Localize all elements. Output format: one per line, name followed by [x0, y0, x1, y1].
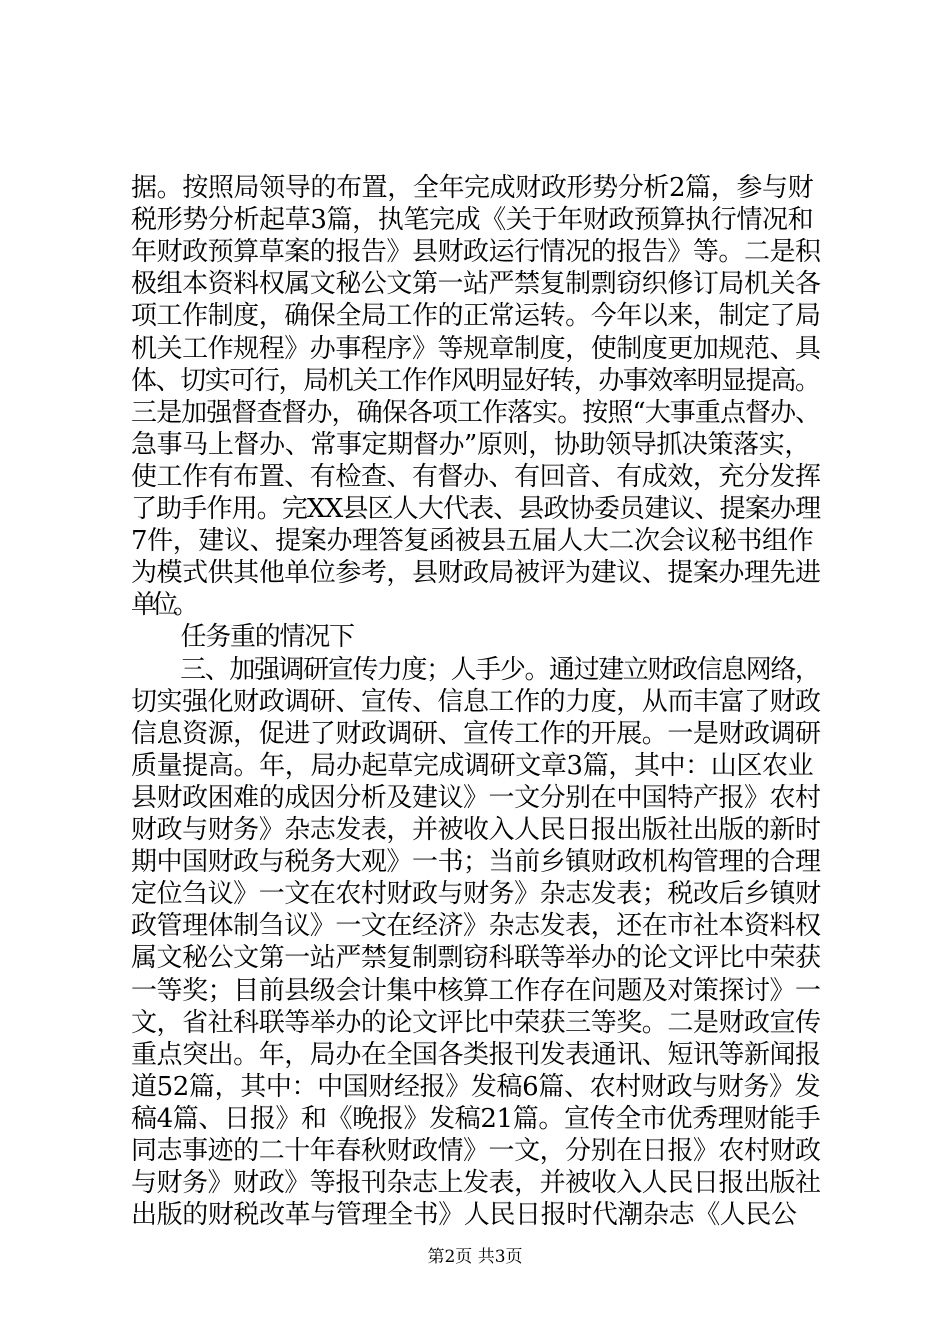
text-line: 了助手作用。完XX县区人大代表、县政协委员建议、提案办理: [131, 494, 821, 524]
text-line: 体、切实可行，局机关工作作风明显好转，办事效率明显提高。: [131, 366, 820, 396]
text-line: 信息资源，促进了财政调研、宣传工作的开展。一是财政调研: [131, 719, 821, 749]
text-line: 急事马上督办、常事定期督办”原则，协助领导抓决策落实，: [131, 430, 811, 460]
text-line: 道52篇，其中：中国财经报》发稿6篇、农村财政与财务》发: [131, 1072, 821, 1102]
text-line: 文，省社科联等举办的论文评比中荣获三等奖。二是财政宣传: [131, 1008, 821, 1038]
text-line: 切实强化财政调研、宣传、信息工作的力度，从而丰富了财政: [131, 687, 821, 717]
text-line: 重点突出。年，局办在全国各类报刊发表通讯、短讯等新闻报: [131, 1040, 821, 1070]
text-line: 为模式供其他单位参考，县财政局被评为建议、提案办理先进: [131, 558, 821, 588]
text-line: 同志事迹的二十年春秋财政情》一文，分别在日报》农村财政: [131, 1136, 821, 1166]
text-line: 与财务》财政》等报刊杂志上发表，并被收入人民日报出版社: [131, 1168, 821, 1198]
text-line: 年财政预算草案的报告》县财政运行情况的报告》等。二是积: [131, 237, 821, 267]
text-line: 期中国财政与税务大观》一书；当前乡镇财政机构管理的合理: [131, 847, 821, 877]
text-line: 7件，建议、提案办理答复函被县五届人大二次会议秘书组作: [131, 526, 814, 556]
text-line: 项工作制度，确保全局工作的正常运转。今年以来，制定了局: [131, 301, 821, 331]
text-line: 三、加强调研宣传力度；人手少。通过建立财政信息网络，: [131, 655, 820, 685]
page-footer: 第2页 共3页: [427, 1247, 523, 1267]
text-line: 单位。: [131, 590, 195, 620]
text-line: 据。按照局领导的布置，全年完成财政形势分析2篇，参与财: [131, 173, 814, 203]
text-line: 定位刍议》一文在农村财政与财务》杂志发表；税改后乡镇财: [131, 879, 821, 909]
text-line: 任务重的情况下: [131, 622, 354, 652]
text-line: 财政与财务》杂志发表，并被收入人民日报出版社出版的新时: [131, 815, 821, 845]
text-line: 三是加强督查督办，确保各项工作落实。按照“大事重点督办、: [131, 398, 821, 428]
text-line: 机关工作规程》办事程序》等规章制度，使制度更加规范、具: [131, 334, 821, 364]
text-line: 属文秘公文第一站严禁复制剽窃科联等举办的论文评比中荣获: [131, 943, 821, 973]
text-line: 使工作有布置、有检查、有督办、有回音、有成效，充分发挥: [131, 462, 821, 492]
text-line: 税形势分析起草3篇，执笔完成《关于年财政预算执行情况和: [131, 205, 814, 235]
text-line: 出版的财税改革与管理全书》人民日报时代潮杂志《人民公: [131, 1200, 797, 1230]
text-line: 政管理体制刍议》一文在经济》杂志发表，还在市社本资料权: [131, 911, 821, 941]
text-line: 极组本资料权属文秘公文第一站严禁复制剽窃织修订局机关各: [131, 269, 821, 299]
text-line: 一等奖；目前县级会计集中核算工作存在问题及对策探讨》一: [131, 976, 821, 1006]
text-line: 稿4篇、日报》和《晚报》发稿21篇。宣传全市优秀理财能手: [131, 1104, 821, 1134]
text-line: 县财政困难的成因分析及建议》一文分别在中国特产报》农村: [131, 783, 821, 813]
text-line: 质量提高。年，局办起草完成调研文章3篇，其中：山区农业: [131, 751, 814, 781]
